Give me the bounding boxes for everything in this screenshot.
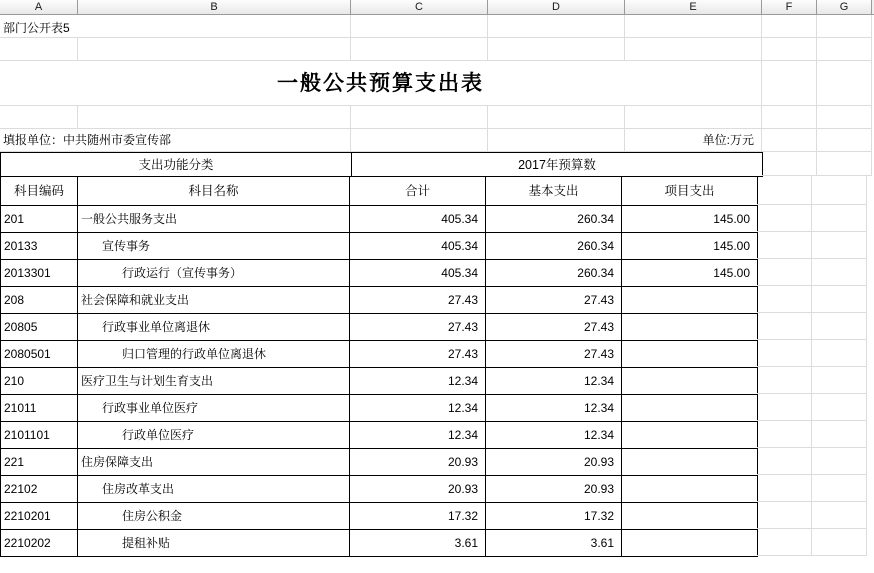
cell-F4[interactable] bbox=[762, 106, 817, 129]
column-header-C[interactable]: C bbox=[351, 0, 488, 14]
cell-project-expenditure[interactable] bbox=[621, 367, 758, 395]
filler-unit-label[interactable]: 填报单位：中共随州市委宣传部 bbox=[0, 129, 351, 152]
cell-F[interactable] bbox=[757, 529, 812, 556]
cell-project-expenditure[interactable]: 145.00 bbox=[621, 232, 758, 260]
cell-G[interactable] bbox=[812, 205, 867, 232]
cell-subject-name[interactable]: 住房公积金 bbox=[77, 502, 350, 530]
cell-basic-expenditure[interactable]: 12.34 bbox=[485, 367, 622, 395]
cell-subject-code[interactable]: 2013301 bbox=[0, 259, 78, 287]
cell-total[interactable]: 27.43 bbox=[349, 286, 486, 314]
grid-body bbox=[0, 15, 874, 573]
cell-F[interactable] bbox=[757, 502, 812, 529]
header-basic-expenditure[interactable]: 基本支出 bbox=[485, 176, 622, 206]
cell-F[interactable] bbox=[757, 394, 812, 421]
grid-row-4 bbox=[0, 106, 874, 129]
column-header-F[interactable]: F bbox=[762, 0, 817, 14]
header-total[interactable]: 合计 bbox=[349, 176, 486, 206]
cell-D2[interactable] bbox=[488, 38, 625, 61]
cell-A2[interactable] bbox=[0, 38, 78, 61]
cell-total[interactable]: 3.61 bbox=[349, 529, 486, 557]
cell-total[interactable]: 12.34 bbox=[349, 394, 486, 422]
cell-E1[interactable] bbox=[625, 15, 762, 38]
cell-subject-name[interactable]: 行政单位医疗 bbox=[77, 421, 350, 449]
cell-C4[interactable] bbox=[351, 106, 488, 129]
cell-F[interactable] bbox=[757, 367, 812, 394]
cell-F[interactable] bbox=[757, 340, 812, 367]
cell-basic-expenditure[interactable]: 20.93 bbox=[485, 475, 622, 503]
cell-subject-code[interactable]: 201 bbox=[0, 205, 78, 233]
cell-total[interactable]: 405.34 bbox=[349, 259, 486, 287]
cell-total[interactable]: 12.34 bbox=[349, 421, 486, 449]
cell-project-expenditure[interactable] bbox=[621, 313, 758, 341]
cell-G[interactable] bbox=[812, 475, 867, 502]
cell-G[interactable] bbox=[812, 286, 867, 313]
grid-row-2 bbox=[0, 38, 874, 61]
cell-basic-expenditure[interactable]: 260.34 bbox=[485, 259, 622, 287]
cell-basic-expenditure[interactable]: 27.43 bbox=[485, 340, 622, 368]
table-row bbox=[0, 286, 874, 313]
cell-total[interactable]: 405.34 bbox=[349, 205, 486, 233]
cell-G[interactable] bbox=[812, 313, 867, 340]
cell-F[interactable] bbox=[757, 421, 812, 448]
cell-project-expenditure[interactable] bbox=[621, 394, 758, 422]
cell-subject-code[interactable]: 208 bbox=[0, 286, 78, 314]
column-header-E[interactable]: E bbox=[625, 0, 762, 14]
table-column-header-row bbox=[0, 176, 874, 205]
cell-G6[interactable] bbox=[817, 152, 872, 176]
cell-subject-code[interactable]: 210 bbox=[0, 367, 78, 395]
cell-subject-code[interactable]: 2080501 bbox=[0, 340, 78, 368]
cell-project-expenditure[interactable] bbox=[621, 448, 758, 476]
cell-subject-name[interactable]: 行政运行（宣传事务） bbox=[77, 259, 350, 287]
cell-B2[interactable] bbox=[78, 38, 351, 61]
cell-project-expenditure[interactable]: 145.00 bbox=[621, 259, 758, 287]
cell-subject-name[interactable]: 宣传事务 bbox=[77, 232, 350, 260]
cell-subject-name[interactable]: 住房改革支出 bbox=[77, 475, 350, 503]
cell-total[interactable]: 12.34 bbox=[349, 367, 486, 395]
cell-total[interactable]: 27.43 bbox=[349, 313, 486, 341]
cell-A4[interactable] bbox=[0, 106, 78, 129]
grid-row-title bbox=[0, 61, 874, 106]
cell-subject-code[interactable]: 2210201 bbox=[0, 502, 78, 530]
cell-G5[interactable] bbox=[817, 129, 872, 152]
cell-project-expenditure[interactable] bbox=[621, 286, 758, 314]
table-row bbox=[0, 529, 874, 556]
grid-row-1 bbox=[0, 15, 874, 38]
cell-D1[interactable] bbox=[488, 15, 625, 38]
cell-G[interactable] bbox=[812, 259, 867, 286]
cell-subject-name[interactable]: 行政事业单位医疗 bbox=[77, 394, 350, 422]
cell-G[interactable] bbox=[812, 448, 867, 475]
cell-project-expenditure[interactable] bbox=[621, 340, 758, 368]
cell-C5[interactable] bbox=[351, 129, 488, 152]
cell-C1[interactable] bbox=[351, 15, 488, 38]
cell-B4[interactable] bbox=[78, 106, 351, 129]
cell-F[interactable] bbox=[757, 205, 812, 232]
table-row bbox=[0, 259, 874, 286]
cell-project-expenditure[interactable] bbox=[621, 502, 758, 530]
cell-G3[interactable] bbox=[817, 61, 872, 106]
column-header-A[interactable]: A bbox=[0, 0, 78, 14]
table-row bbox=[0, 475, 874, 502]
cell-A1[interactable]: 部门公开表5 bbox=[0, 15, 78, 38]
table-row bbox=[0, 394, 874, 421]
table-group-header-row bbox=[0, 152, 874, 176]
cell-project-expenditure[interactable] bbox=[621, 529, 758, 557]
cell-E2[interactable] bbox=[625, 38, 762, 61]
cell-G[interactable] bbox=[812, 232, 867, 259]
table-row bbox=[0, 448, 874, 475]
cell-F1[interactable] bbox=[762, 15, 817, 38]
cell-C2[interactable] bbox=[351, 38, 488, 61]
cell-F2[interactable] bbox=[762, 38, 817, 61]
table-row bbox=[0, 340, 874, 367]
cell-subject-name[interactable]: 一般公共服务支出 bbox=[77, 205, 350, 233]
cell-total[interactable]: 20.93 bbox=[349, 448, 486, 476]
cell-subject-name[interactable]: 行政事业单位离退休 bbox=[77, 313, 350, 341]
cell-total[interactable]: 17.32 bbox=[349, 502, 486, 530]
cell-F[interactable] bbox=[757, 313, 812, 340]
cell-subject-name[interactable]: 住房保障支出 bbox=[77, 448, 350, 476]
cell-F[interactable] bbox=[757, 448, 812, 475]
cell-project-expenditure[interactable]: 145.00 bbox=[621, 205, 758, 233]
cell-B1[interactable] bbox=[78, 15, 351, 38]
amount-unit-label[interactable]: 单位:万元 bbox=[625, 129, 762, 152]
document-title[interactable]: 一般公共预算支出表 bbox=[0, 61, 762, 106]
column-header-G[interactable]: G bbox=[817, 0, 872, 14]
cell-F6[interactable] bbox=[762, 152, 817, 176]
column-header-row bbox=[0, 0, 874, 15]
cell-basic-expenditure[interactable]: 260.34 bbox=[485, 205, 622, 233]
cell-subject-code[interactable]: 22102 bbox=[0, 475, 78, 503]
header-subject-code[interactable]: 科目编码 bbox=[0, 176, 78, 206]
table-row bbox=[0, 313, 874, 340]
cell-subject-name[interactable]: 归口管理的行政单位离退休 bbox=[77, 340, 350, 368]
cell-subject-code[interactable]: 21011 bbox=[0, 394, 78, 422]
cell-basic-expenditure[interactable]: 27.43 bbox=[485, 286, 622, 314]
cell-G1[interactable] bbox=[817, 15, 872, 38]
cell-total[interactable]: 20.93 bbox=[349, 475, 486, 503]
cell-total[interactable]: 27.43 bbox=[349, 340, 486, 368]
column-header-B[interactable]: B bbox=[78, 0, 351, 14]
cell-basic-expenditure[interactable]: 260.34 bbox=[485, 232, 622, 260]
table-body bbox=[0, 205, 874, 556]
table-row bbox=[0, 367, 874, 394]
header-expenditure-function[interactable]: 支出功能分类 bbox=[0, 152, 352, 177]
cell-basic-expenditure[interactable]: 20.93 bbox=[485, 448, 622, 476]
cell-basic-expenditure[interactable]: 3.61 bbox=[485, 529, 622, 557]
cell-F[interactable] bbox=[757, 232, 812, 259]
cell-F3[interactable] bbox=[762, 61, 817, 106]
cell-subject-code[interactable]: 2210202 bbox=[0, 529, 78, 557]
cell-G[interactable] bbox=[812, 340, 867, 367]
cell-subject-name[interactable]: 医疗卫生与计划生育支出 bbox=[77, 367, 350, 395]
cell-basic-expenditure[interactable]: 12.34 bbox=[485, 394, 622, 422]
cell-E4[interactable] bbox=[625, 106, 762, 129]
cell-basic-expenditure[interactable]: 27.43 bbox=[485, 313, 622, 341]
cell-F7[interactable] bbox=[757, 176, 812, 205]
cell-subject-name[interactable]: 提租补贴 bbox=[77, 529, 350, 557]
cell-G[interactable] bbox=[812, 502, 867, 529]
cell-project-expenditure[interactable] bbox=[621, 421, 758, 449]
cell-subject-name[interactable]: 社会保障和就业支出 bbox=[77, 286, 350, 314]
cell-subject-code[interactable]: 20133 bbox=[0, 232, 78, 260]
cell-G[interactable] bbox=[812, 367, 867, 394]
cell-F[interactable] bbox=[757, 475, 812, 502]
cell-G[interactable] bbox=[812, 421, 867, 448]
header-subject-name[interactable]: 科目名称 bbox=[77, 176, 350, 206]
table-row bbox=[0, 205, 874, 232]
header-budget-2017[interactable]: 2017年预算数 bbox=[351, 152, 763, 177]
cell-subject-code[interactable]: 2101101 bbox=[0, 421, 78, 449]
table-row bbox=[0, 502, 874, 529]
cell-G4[interactable] bbox=[817, 106, 872, 129]
cell-G[interactable] bbox=[812, 394, 867, 421]
cell-D5[interactable] bbox=[488, 129, 625, 152]
cell-subject-code[interactable]: 20805 bbox=[0, 313, 78, 341]
cell-G2[interactable] bbox=[817, 38, 872, 61]
cell-F[interactable] bbox=[757, 286, 812, 313]
cell-G[interactable] bbox=[812, 529, 867, 556]
cell-F5[interactable] bbox=[762, 129, 817, 152]
table-row bbox=[0, 421, 874, 448]
table-row bbox=[0, 232, 874, 259]
cell-basic-expenditure[interactable]: 17.32 bbox=[485, 502, 622, 530]
column-header-D[interactable]: D bbox=[488, 0, 625, 14]
grid-row-unit bbox=[0, 129, 874, 152]
cell-total[interactable]: 405.34 bbox=[349, 232, 486, 260]
header-project-expenditure[interactable]: 项目支出 bbox=[621, 176, 758, 206]
cell-project-expenditure[interactable] bbox=[621, 475, 758, 503]
cell-G7[interactable] bbox=[812, 176, 867, 205]
cell-D4[interactable] bbox=[488, 106, 625, 129]
cell-subject-code[interactable]: 221 bbox=[0, 448, 78, 476]
cell-basic-expenditure[interactable]: 12.34 bbox=[485, 421, 622, 449]
cell-F[interactable] bbox=[757, 259, 812, 286]
